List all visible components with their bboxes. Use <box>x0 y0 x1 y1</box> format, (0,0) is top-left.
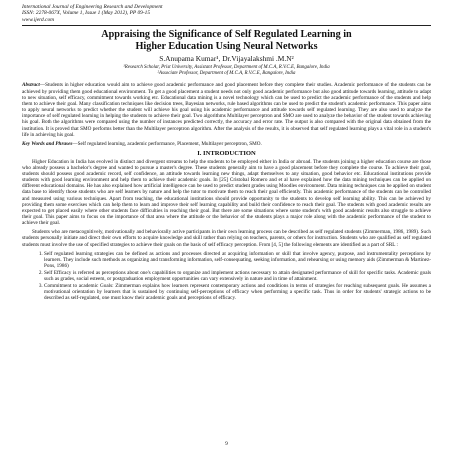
abstract <box>22 82 431 137</box>
keywords-label: Key Words and Phrases <box>22 140 73 147</box>
title-line-2: Higher Education Using Neural Networks <box>135 40 318 52</box>
page-number: 9 <box>225 441 228 447</box>
author-list: S.Anupama Kumar¹, Dr.Vijayalakshmi .M.N² <box>159 54 294 64</box>
list-item: 2. Self Efficacy is referred as perceptions about one's capabilities to organize and implement actions necessary to attain designated performance of skill for specific tasks. Academic goals such as grades, social esteem, or postgraduation employment opportunities can vary extensively in nature and in time of attainment. <box>44 270 431 282</box>
affiliation-1: ¹Research Scholar, Prist University, Assistant Professor, Department of M.C.A, R.V.C.E, Bangalore, India <box>123 64 330 70</box>
list-item: 3. Commitment to academic Goals: Zimmerman explains how learners represent contemporary actions and conditions in terms of strategies for reaching subsequent goals. He assumes a motivational orientation by learners that is sustained by continuing self-perceptions of efficacy when performing a specific task. Thus in order for students' strategic actions to be described as self-regulated, one must know their academic goals and perceptions of efficacy. <box>44 283 431 301</box>
journal-issn: ISSN: 2278-067X, Volume 1, Issue 1 (May 2012), PP 09-15 <box>22 10 151 17</box>
affiliation-2: ²Associate Professor, Department of M.C.A, R.V.C.E, Bangalore, India <box>157 70 296 76</box>
intro-paragraph-2: Students who are metacognitively, motivationally and behaviorally active participants in their own learning process can be described as self regulated students (Zimmerman, 1986, 1989). Such students personally initiate and direct their own efforts to acquire knowledge and skill rather than relying on teachers, parents, or others for instruction. Students who are qualified as self regulated students must involve the use of specified strategies to achieve their goals on the basis of self efficacy perception. From [4, 5] the following elements are identified as a part of SRL : <box>22 229 431 248</box>
journal-name: International Journal of Engineering Research and Development <box>22 4 163 10</box>
journal-header <box>22 4 431 23</box>
header-rule <box>22 25 431 26</box>
list-item: 1. Self regulated learning strategies can be defined as actions and processes directed at acquiring information or skill that involve agency, purpose, and instrumentality perceptions by learners. They include such methods as organizing and transforming information, self-consequating, seeking information, and rehearsing or using memory aids (Zimmerman & Martinez-Pons, 1986) <box>44 251 431 269</box>
journal-website: www.ijerd.com <box>22 16 55 23</box>
keywords <box>22 141 431 147</box>
srl-elements-list <box>22 251 431 301</box>
title-line-1: Appraising the Significance of Self Regulated Learning in <box>101 29 352 41</box>
abstract-label: Abstract <box>22 82 40 89</box>
paper-title <box>22 29 431 52</box>
intro-paragraph-1: Higher Education in India has evolved in distinct and divergent streams to help the students to be employed either in India or abroad. The students joining a higher education course are those who already possess a bachelor's degree and wanted to pursue a master's degree. These students generally aim to have a good placement before they complete the course. To achieve their goal, students should possess good academic record, self confidence, an attitude towards learning new things, adapt themselves to any situation, good behavior etc. Educational institutions provide students with good learning environment and help them to achieve their academic goals. In [25] Cristobal Romero and et al have explained how the data mining techniques can be applied on different educational domains. He has also explained how artificial intelligence can be used to predict student grades using Moodles environment. Data mining techniques can be applied on student data base to identify those students who are self learners by nature and help the tutor to motivate them to reach their goal efficiently. This academic performance of the students can be controlled and measured using various techniques. Apart from teaching, the educational institutions should provide opportunity to the students to develop self learning ability. This can be achieved by providing them some exercises which can help them to learn and improve their self learning capability and build their confidence to reach their goal. The students with good academic results are expected to get placed easily where other students face difficulties in reaching their goal. But there are some situations where some student's with good academic results also struggle to achieve their goal. This paper aims to focus on the importance of that area where the attitude or the behavior of the students plays a major role along with the academic performance of the student to achieve their goal. <box>22 158 431 227</box>
keywords-text: —Self regulated learning, academic performance, Placement, Multilayer perceptron, SMO. <box>72 140 262 147</box>
section-heading: I. INTRODUCTION <box>197 149 256 157</box>
abstract-text: —Students in higher education would aim to achieve good academic performance and good placement before they complete their studies. Academic performance of the students can be achieved by providing them good educational environment. To get a good placement a student needs not only good academic performance but also good attitude towards learning, attitude to adapt to new situation, self efficacy, commitment towards working etc. Educational data mining is a novel technology which can be used to predict the academic performance of the students and help them to achieve their goal. Many classification techniques like decision trees, Bayesian networks, rule based algorithms can be used to predict the student's academic performance. This paper aims to apply neural networks to predict whether the student will achieve his goal using his academic performance and attitude towards self regulated learning. They are also used to analyze the importance of self regulated learning in helping the students to achieve their goal. Two algorithms Multilayer perceptron and SMO are used to analyze the behavior of the student towards achieving his goal. Both the algorithms were compared using the number of instances predicted correctly, the accuracy and error rate. The output is also compared with the original data obtained from the institution. It is proved that SMO performs better than the Multilayer perceptron algorithm. After the analysis of the results, it is observed that self regulated learning plays a vital role in a student's life in achieving his goal. <box>22 82 431 138</box>
